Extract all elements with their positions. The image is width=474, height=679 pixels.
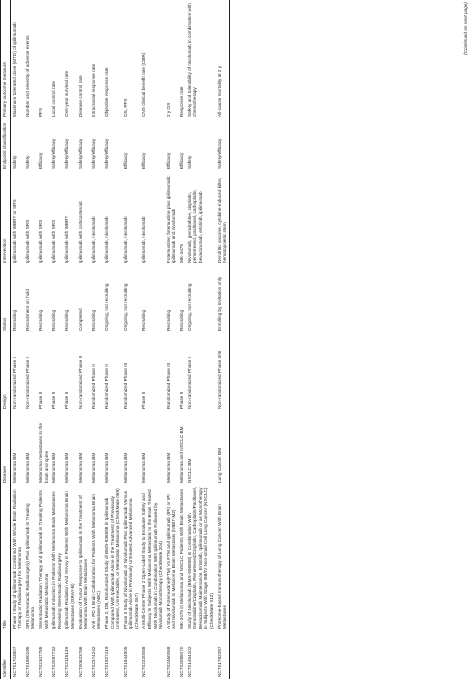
table-cell: Anti - PD 1 Brain Collaboration for Patients With Melanoma Brain Metastases (ABC) [90,494,102,629]
table-row [37,0,50,679]
table-cell: Non-randomized Phase II [77,355,83,409]
table-cell: A Multi-Center Phase 2 Open-Label Study to Evaluate Safety and Efficacy in Subjects With Melanoma Metastatic to the Brain Treated With Nivolumab in Combination With Ipilimumab Followed by Nivolumab Monotherapy (CheckMate 204) [141,489,164,629]
clinical-trials-table [0,0,230,679]
table-cell: Phase II [51,391,57,409]
table-cell: NCT02460068 [165,646,171,677]
table-cell: Phase II [179,391,185,409]
table-cell: NSCLC BM [186,458,192,483]
table-cell: Ipilimumab with SRS [51,219,57,263]
table-cell: CNS clinical benefit rate (CBR) [141,52,147,117]
table-cell: Melanoma BM [90,452,96,483]
table-cell: Enrolling by invitation only [216,265,230,333]
table-cell: Safety/efficacy [64,138,70,169]
table-cell: Completed [77,308,83,331]
table-cell: Efficacy [179,152,185,169]
table-row [178,0,186,679]
table-cell: Safety/efficacy [77,138,83,169]
table-cell: Recruiting [90,309,96,331]
table-cell: All-cause mortality at 2 y [216,0,230,119]
table-cell: Response rate [179,86,185,117]
table-cell: Maximum tolerated dose (MTD) of ipilimumab [11,22,17,117]
table-cell: Ipilimumab with SRS [37,219,43,263]
table-cell: Recruiting [51,309,57,331]
table-cell: NCT01950195 [24,646,30,677]
table-cell: Phase II [64,391,70,409]
table-cell: Randomized Phase II [103,364,109,409]
table-cell: Ipilimumab with corticosteroid [77,201,83,263]
table-row [103,0,122,679]
table-cell: Efficacy [141,152,147,169]
table-cell: Randomized Phase II [90,364,96,409]
table-row [63,0,76,679]
table-cell: Ipilimumab with WBRT [64,215,70,263]
table-row [10,0,24,679]
table-row [122,0,141,679]
table-header-row [1,0,11,679]
table-cell: Evaluation of Tumor Response to Ipilimumab in the Treatment of Melanoma With Brain Metastases [77,495,89,629]
table-cell: Non-randomized Phase II/III [216,333,230,411]
table-cell: Ipilimumab Induction in Patients With Melanoma Brain Metastases Receiving Stereotactic Radiosurgery [51,491,62,629]
column-header: Endpoint classification [1,119,11,171]
table-cell: Safety and tolerability of nivolumab in combination with chemotherapy [186,3,198,117]
column-header: Intervention [1,171,11,265]
table-cell: Ipilimumab with SRS [24,219,30,263]
table-cell: Randomized Phase III [165,362,171,409]
table-row [165,0,178,679]
table-cell: Recruiting [37,309,43,331]
table-cell: Non-randomized Phase I [24,357,30,409]
table-cell: NCT01703507 [11,646,17,677]
table-cell: Disease control rate [77,75,83,117]
table-cell: Safety/efficacy [90,138,96,169]
table-body [10,0,229,679]
table-cell: Non-randomized Phase I [186,357,192,409]
table-cell: Phase I Study of Ipilimumab Combined With Whole Brain Radiation Therapy or Radiosurgery for Melanoma [11,489,23,629]
table-cell: Melanoma metastases in the brain and spine [37,423,49,483]
table-cell: OS, PFS [122,98,128,117]
table-cell: Ipilimumab, nivolumab [122,216,128,263]
table-row [186,0,216,679]
table-row [216,0,230,679]
table-cell: Melanoma and NSCLC BM [179,426,185,483]
table-cell: Lung Cancer BM [216,411,230,485]
column-header: Identifier [1,631,11,679]
table-cell: Phase II [37,391,43,409]
table-cell: NCT02107755 [37,646,43,677]
table-cell: NCT02097732 [51,646,57,677]
table-cell: Melanoma BM [77,452,83,483]
table-cell: 2 y OS [165,102,171,117]
table-cell: NCT02320058 [141,646,147,677]
table-cell: NCT01844505 [122,646,128,677]
table-cell: Safety [11,155,17,169]
table-cell: NCT01782287 [216,631,230,679]
column-header: Disease [1,411,11,485]
table-cell: Phase 3 Study of Nivolumab or Nivolumab Plus Ipilimumab Versus Ipilimumab Alone in Previously Untreated Advanced Melanoma (CheckMate 067) [122,490,139,629]
table-cell: PFS [37,107,43,117]
column-header: Design [1,333,11,411]
table-cell: One-year survival rate [64,70,70,117]
table-cell: Recruiting [64,309,70,331]
table-row [90,0,103,679]
table-cell: Nivolumab, gemcitabine, cisplatin, pemetrexed, paclitaxel, carboplatin, bevacizumab, erlotinib, ipilimumab [186,189,203,263]
table-cell: Local control rate [51,81,57,117]
table-cell: Phase 2, DB, Randomized Study of BMS-936558 in Ipilimumab Compared With Ipilimumab Alone in the Treatment of Previously Untreated, Unresectable, or Metastatic Melanoma (CheckMate 069) [103,488,121,629]
table-cell: Number and severity of adverse events [24,35,30,117]
table-cell: Ipilimumab, nivolumab [141,216,147,263]
table-cell: Stereotactic Radiation Therapy and Ipilimumab in Treating Patients With Metastatic Melanoma [37,490,49,629]
table-cell: Study of Nivolumab (BMS-936558) in Combination With Gemcitabine/Cisplatin, Pemetrexed/Cisplatin, Carboplatin/Paclitaxel, Bevacizumab Maintenance, Erlotinib, Ipilimumab or as Monotherapy in Subjects With Stage IIIB/IV Non-small Cell Lung Cancer (NSCLC) (CheckMate 012) [186,487,214,629]
table-cell: Melanoma BM [122,452,128,483]
table-row [50,0,63,679]
table-cell: Ipilimumab, nivolumab [90,216,96,263]
table-cell: Safety [24,155,30,169]
table-cell: Melanoma BM [51,452,57,483]
table-cell: NCT00623766 [77,646,83,677]
continued-note: (Continued on next page) [463,2,468,55]
table-row [77,0,90,679]
table-cell: Phase II [141,391,147,409]
table-cell: Safety/efficacy [51,138,57,169]
table-cell: Objective response rate [103,67,109,117]
table-row [24,0,37,679]
table-cell: Ongoing, not recruiting [103,283,109,331]
table-cell: Recruitment on hold [24,289,30,331]
table-cell: MK-3475 [179,243,185,263]
table-cell: Fotemustine; fotemustine plus ipilimumab; ipilimumab and nivolumab [165,175,177,263]
column-header: Title [1,485,11,631]
table-cell: Melanoma BM [24,452,30,483]
table-cell: Melanoma BM [11,452,17,483]
table-cell: Ongoing, not recruiting [186,283,192,331]
table-cell: Ipilimumab, nivolumab [103,216,109,263]
table-cell: MK-3475 in Melanoma and NSCLC Patients With Brain Metastases [179,489,185,629]
table-cell: A Study of Fotemustine(FTM) Vs FTM and Ipilimumab (IPI) or IPI and Nivolumab in Melanoma Brain Metastasis (NIBIT-M2) [165,494,177,629]
table-cell: Efficacy [122,152,128,169]
table-cell: NCT01927419 [103,646,109,677]
table-cell: Efficacy [37,152,43,169]
column-header: Primary outcome measure [1,0,11,119]
table-cell: Intracranial response rate [90,63,96,117]
table-cell: Safety/efficacy [216,119,230,171]
table-cell: Melanoma BM [103,452,109,483]
table-cell: Dendritic vaccine, cytokine-induced killer, hematopoietic stem [216,171,230,265]
table-cell: NCT02115139 [64,646,70,677]
table-cell: Ipilimumab Radiation And Yervoy in Patients With Melanoma Brain Metastases (GRAY-B) [64,491,75,629]
table-cell: Proteome-based Immunotherapy of Lung Cancer With Brain Metastases [216,485,230,631]
table-cell: Melanoma BM [165,452,171,483]
table-cell: Recruiting [165,309,171,331]
table-cell: Randomized Phase III [122,362,128,409]
table-cell: Recruiting [11,309,17,331]
table-cell: Safety/efficacy [103,138,109,169]
table-cell: Ongoing, not recruiting [122,283,128,331]
table-cell: SRS (Stereotactic Radiosurgery) Plus Ipilimumab in Treating Melanoma [24,503,36,629]
table-cell: Recruiting [179,309,185,331]
table-cell: NCT02374242 [90,646,96,677]
table-cell: Efficacy [165,152,171,169]
table-row [140,0,164,679]
table-cell: Recruiting [141,309,147,331]
table-cell: Ipilimumab with WBRT or SRS [11,199,17,263]
table-cell: Safety [186,155,192,169]
column-header: Status [1,265,11,333]
table-cell: NCT02085070 [179,646,185,677]
table-cell: Non-randomized Phase I [11,357,17,409]
table-cell: NCT01454102 [186,646,192,677]
table-cell: Melanoma BM [64,452,70,483]
table-cell: Melanoma BM [141,452,147,483]
